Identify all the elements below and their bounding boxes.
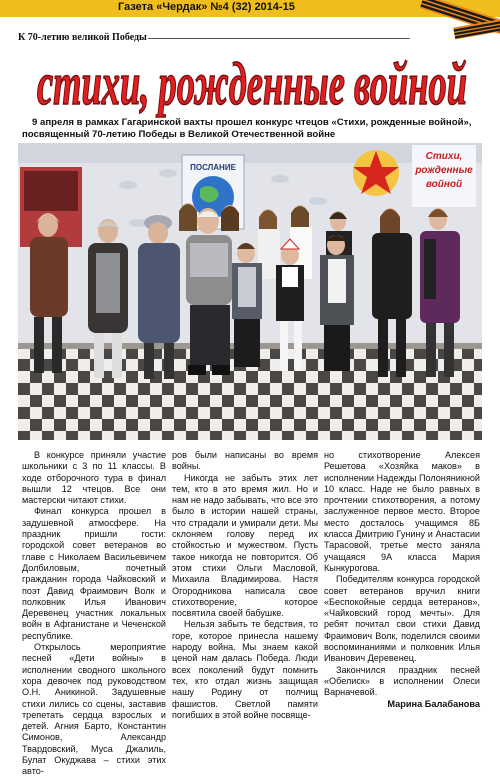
lead-line-2: посвященный 70-летию Победы в Великой Отечественной войне <box>22 129 336 140</box>
group-photo <box>18 143 482 440</box>
newspaper-issue: Газета «Чердак» №4 (32) 2014-15 <box>118 1 295 13</box>
author-signature: Марина Балабанова <box>387 698 480 709</box>
article-paragraph: ров были написаны во время войны. <box>172 450 318 472</box>
article-paragraph: но стихотворение Алексея Решетова «Хозяйка маков» в исполнении Надежды Полоняникной 10 класс. Наде не было равных в прочтении стихотворения, а потому заслуженное первое место. Второе место досталось учащимся 8Б класса Дмитрию Гунину и Анастасии Тарасовой, третье место заняла учащаяся 9А класса Мария Кынкурогова. <box>324 450 480 573</box>
lead-paragraph <box>22 117 482 141</box>
article-paragraph: В конкурсе приняли участие школьники с 3 по 11 классы. В ходе отборочного тура в финал вышли 12 чтецов. Все они мастерски читают стихи. <box>22 450 166 506</box>
article-paragraph: Победителям конкурса городской совет ветеранов вручил книги «Беспокойные сердца ветеранов», «Чайковский город мечты». Для ребят почитал свои стихи Давид Фраимович Волк, поделился своими воспоминаниями и полковник Илья Иванович Деревенец. <box>324 574 480 664</box>
lead-line-1: 9 апреля в рамках Гагаринской вахты прошел конкурс чтецов «Стихи, рожденные войной», <box>32 117 472 128</box>
article-paragraph: Никогда не забыть этих лет тем, кто в это время жил. Но и нам не надо забывать, что все это было в истории нашей страны, что страдали и умирали дети. Мы склоняем голову перед их стойкостью и мужеством. Пусть такое никогда не повторится. Об этом стихи Ольги Масловой, Михаила Владимирова. Настя Огородникова написала свое стихотворение, которое посвятила своей бабушке. <box>172 472 318 619</box>
banner-line-1: Стихи, <box>425 151 463 162</box>
article-paragraph: Нельзя забыть те бедствия, то горе, которое принесла нашему народу война. Мы знаем какой ценой нам далась Победа. Люди всех поколений будут помнить тех, кто отдал жизнь защищая нашу Родину от полчищ фашистов. Светлой памяти погибших в этой войне посвяще- <box>172 619 318 720</box>
poster-title: ПОСЛАНИЕ <box>190 163 236 172</box>
rubric-divider <box>148 38 410 39</box>
article-column-1 <box>22 450 166 778</box>
banner-right <box>412 145 476 207</box>
article-paragraph: Открылось мероприятие песней «Дети войны» в исполнении сводного школьного хора девочек под руководством О.Н. Аникиной. Задушевные стихи лились со сцены, заставив трепетать сердца взрослых и детей. Агния Барто, Константин Симонов, Александр Твардовский, Муса Джалиль, Булат Окуджава – стихи этих авто- <box>22 642 166 777</box>
article-paragraph: Закончился праздник песней «Обелиск» в исполнении Олеси Варначевой. <box>324 664 480 698</box>
rubric-label: К 70-летию великой Победы <box>18 32 147 43</box>
banner-line-3: войной <box>425 179 463 190</box>
banner-line-2: рожденные <box>415 165 473 176</box>
article-paragraph: Финал конкурса прошел в задушевной атмосфере. На праздник пришли гости: городской совет ветеранов во главе с Николаем Васильевичем Долбиловым, почетный гражданин города Чайковский и поэт Давид Фраимович Волк и полковник Илья Иванович Деревенец участник локальных войн в Афганистане и Чеченской республике. <box>22 506 166 641</box>
article-column-2 <box>172 450 318 721</box>
article-title <box>0 40 500 118</box>
article-title-text: стихи, рожденные войной <box>37 51 467 117</box>
article-column-3 <box>324 450 480 710</box>
red-star-icon <box>353 150 399 196</box>
